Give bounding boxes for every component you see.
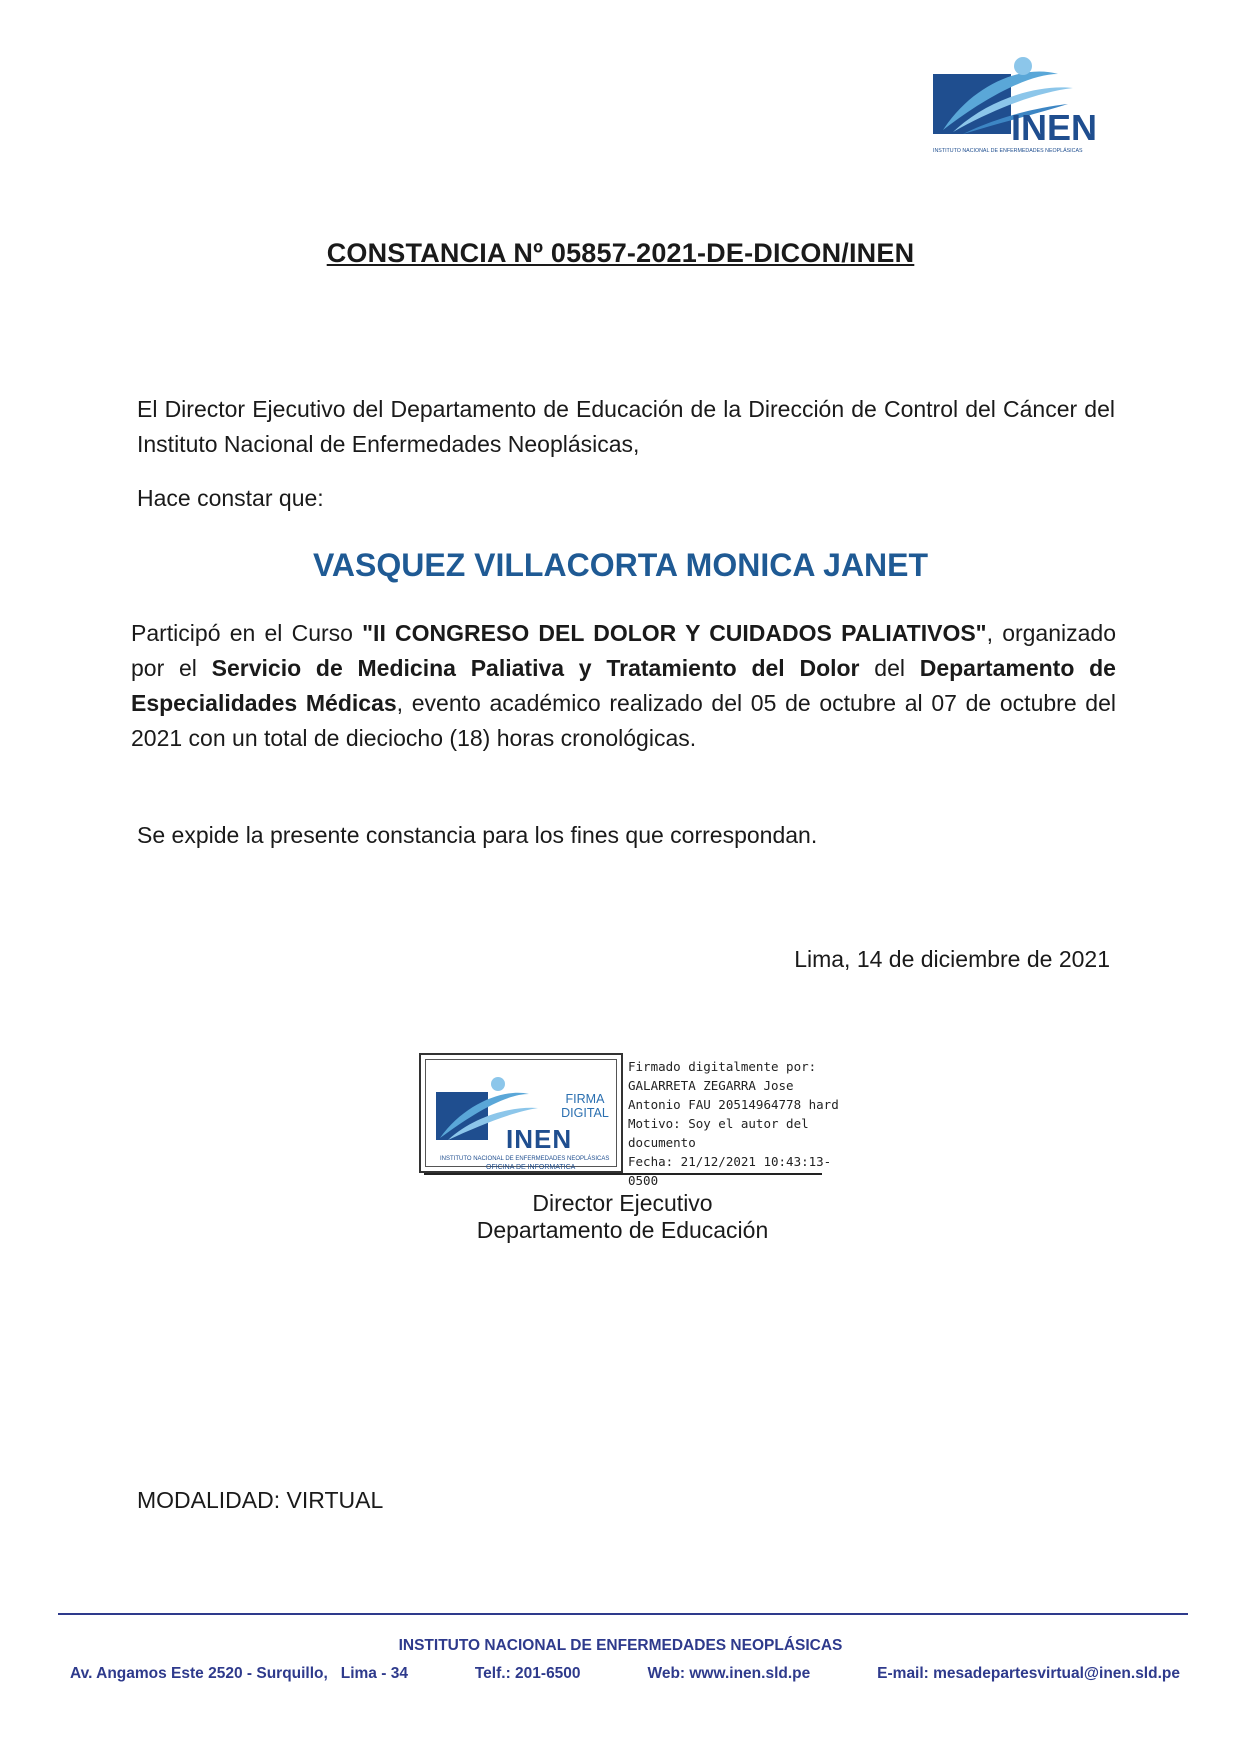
sig-detail-line: Fecha: 21/12/2021 10:43:13-0500 bbox=[628, 1154, 832, 1188]
intro-paragraph: El Director Ejecutivo del Departamento de Educación de la Dirección de Control del Cáncer del Instituto Nacional de Enfermedades Neoplásicas, bbox=[137, 396, 1115, 457]
recipient-name: VASQUEZ VILLACORTA MONICA JANET bbox=[312, 547, 929, 583]
digital-signature-stamp bbox=[419, 1053, 623, 1173]
inen-logo bbox=[933, 44, 1133, 156]
signature-line bbox=[424, 1173, 822, 1175]
sig-detail-line: Firmado digitalmente por: bbox=[628, 1059, 817, 1074]
body-text-1: Participó en el Curso bbox=[131, 620, 363, 646]
footer-institution: INSTITUTO NACIONAL DE ENFERMEDADES NEOPLÁSICAS bbox=[398, 1637, 843, 1654]
body-text-3: del bbox=[859, 655, 920, 681]
sig-detail-line: GALARRETA ZEGARRA Jose bbox=[628, 1078, 794, 1093]
sig-detail-line: Motivo: Soy el autor del bbox=[628, 1116, 809, 1131]
footer-address: Av. Angamos Este 2520 - Surquillo, Lima - 34 bbox=[70, 1665, 408, 1682]
footer-phone: Telf.: 201-6500 bbox=[474, 1665, 581, 1682]
stamp-office: OFICINA DE INFORMATICA bbox=[486, 1164, 576, 1171]
sig-detail-line: documento bbox=[628, 1135, 696, 1150]
footer-contact-row bbox=[70, 1665, 1180, 1683]
signer-role: Director Ejecutivo bbox=[532, 1190, 713, 1216]
department-name: Departamento de Especialidades Médicas bbox=[131, 655, 1116, 716]
logo-brand: INEN bbox=[1011, 107, 1098, 148]
closing-text: Se expide la presente constancia para los fines que correspondan. bbox=[137, 822, 818, 848]
logo-subtitle: INSTITUTO NACIONAL DE ENFERMEDADES NEOPLÁSICAS bbox=[933, 148, 1083, 154]
body-text-2: , organizado por el bbox=[131, 620, 1117, 681]
stamp-label-digital: DIGITAL bbox=[561, 1106, 609, 1120]
document-title: CONSTANCIA Nº 05857-2021-DE-DICON/INEN bbox=[326, 238, 915, 268]
footer-email: E-mail: mesadepartesvirtual@inen.sld.pe bbox=[877, 1665, 1180, 1682]
footer-web: Web: www.inen.sld.pe bbox=[647, 1665, 811, 1682]
stamp-frame bbox=[425, 1059, 617, 1171]
stamp-institution: INSTITUTO NACIONAL DE ENFERMEDADES NEOPLÁSICAS bbox=[440, 1156, 610, 1162]
stamp-label bbox=[554, 1092, 616, 1120]
sig-detail-line: Antonio FAU 20514964778 hard bbox=[628, 1097, 839, 1112]
body-text-4: , evento académico realizado del 05 de octubre al 07 de octubre del 2021 con un total de dieciocho (18) horas cronológicas. bbox=[131, 690, 1116, 751]
logo-head bbox=[1014, 57, 1032, 75]
stamp-label-firma: FIRMA bbox=[565, 1092, 605, 1106]
place-date: Lima, 14 de diciembre de 2021 bbox=[794, 946, 1110, 972]
signer-department: Departamento de Educación bbox=[476, 1217, 769, 1243]
service-name: Servicio de Medicina Paliativa y Tratamiento del Dolor bbox=[211, 655, 860, 681]
certifies-text: Hace constar que: bbox=[137, 485, 324, 511]
course-name: "II CONGRESO DEL DOLOR Y CUIDADOS PALIATIVOS" bbox=[362, 620, 987, 646]
modality-text: MODALIDAD: VIRTUAL bbox=[137, 1487, 384, 1513]
stamp-brand: INEN bbox=[506, 1124, 573, 1154]
signature-details bbox=[628, 1057, 858, 1190]
footer-divider bbox=[58, 1613, 1188, 1615]
body-paragraph bbox=[131, 616, 1116, 756]
